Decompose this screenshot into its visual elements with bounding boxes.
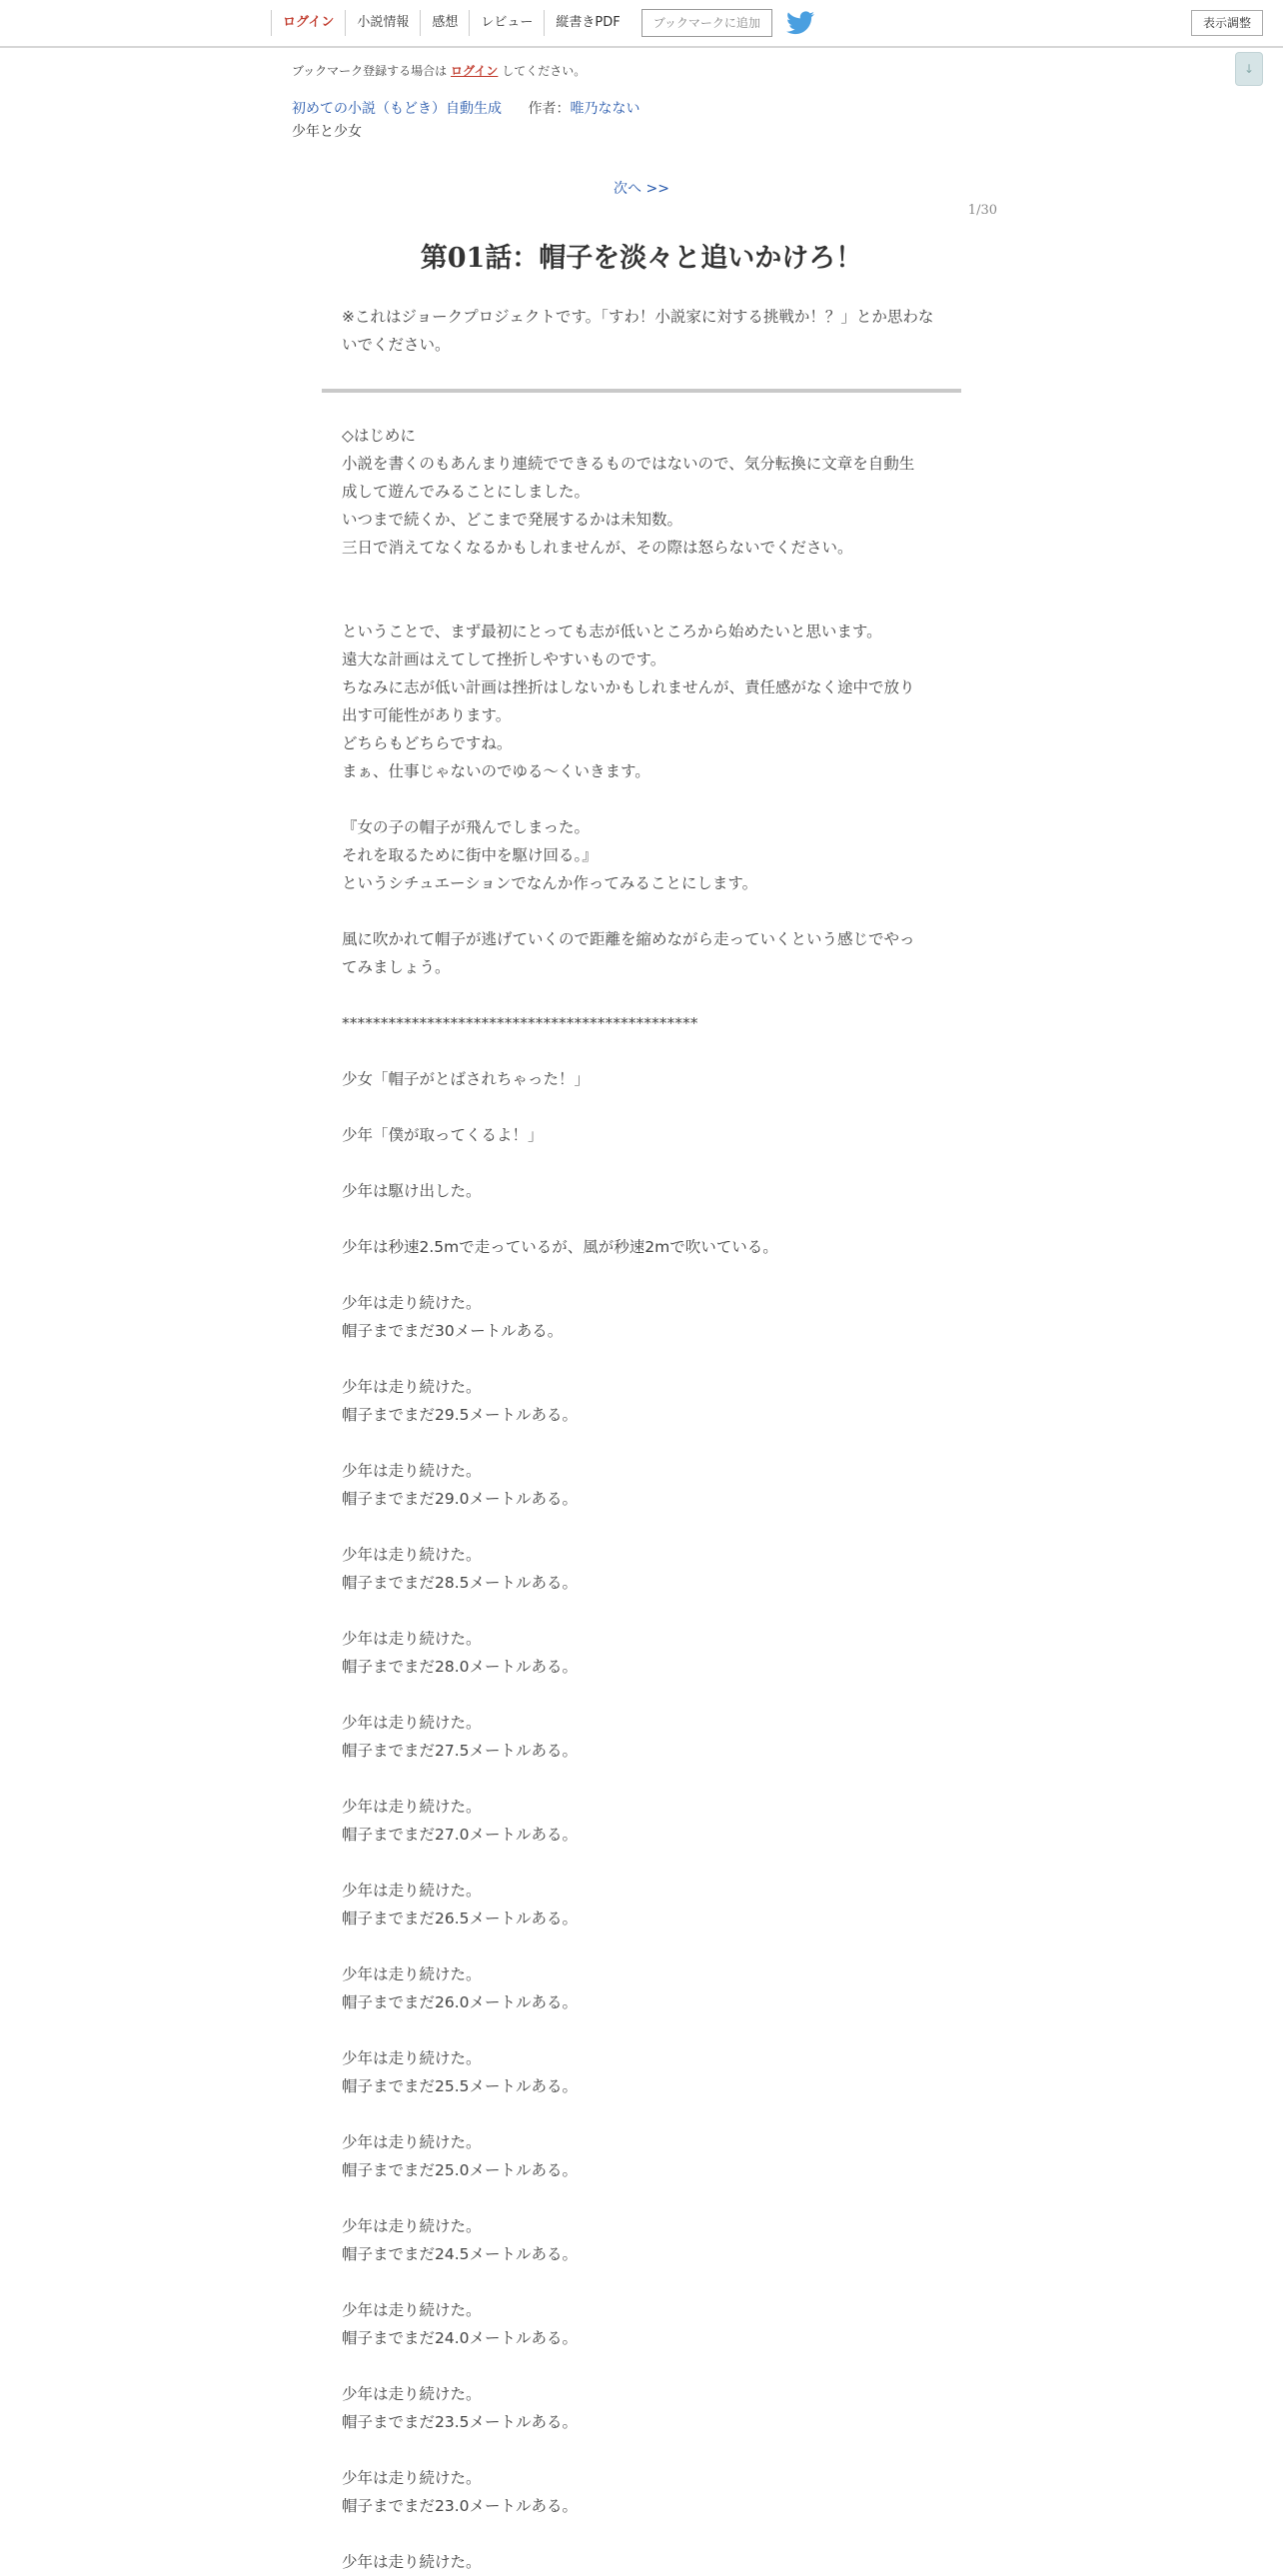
add-bookmark-button[interactable]: ブックマークに追加 xyxy=(642,9,772,37)
review-link[interactable]: レビュー xyxy=(469,10,544,36)
body-line: 少年は走り続けた。 xyxy=(342,1294,482,1312)
body-line xyxy=(342,2268,949,2296)
body-line: 帽子までまだ27.0メートルある。 xyxy=(342,1826,579,1844)
twitter-bird-icon[interactable] xyxy=(786,11,814,35)
body-line xyxy=(342,2184,949,2212)
body-line: 少女「帽子がとばされちゃった！」 xyxy=(342,1070,591,1088)
body-line: 少年は走り続けた。 xyxy=(342,1798,482,1816)
body-line: ちなみに志が低い計画は挫折はしないかもしれませんが、責任感がなく途中で放り xyxy=(342,678,915,696)
body-line: 少年は秒速2.5mで走っているが、風が秒速2mで吹いている。 xyxy=(342,1238,778,1256)
author-label: 作者： xyxy=(528,101,571,117)
novel-subtitle: 少年と少女 xyxy=(292,124,362,140)
body-line xyxy=(342,1429,949,1457)
body-line: 帽子までまだ28.5メートルある。 xyxy=(342,1574,579,1592)
chapter-body xyxy=(342,422,949,2576)
body-line: 帽子までまだ27.5メートルある。 xyxy=(342,1742,579,1760)
body-line xyxy=(342,897,949,925)
body-line xyxy=(342,1849,949,1877)
body-line xyxy=(342,2520,949,2548)
body-line: 少年は走り続けた。 xyxy=(342,1378,482,1396)
body-line: 帽子までまだ24.5メートルある。 xyxy=(342,2245,579,2263)
body-line: まぁ、仕事じゃないのでゆる～くいきます。 xyxy=(342,762,650,780)
body-line: それを取るために街中を駆け回る。』 xyxy=(342,846,598,864)
body-line: 帽子までまだ25.0メートルある。 xyxy=(342,2161,579,2179)
body-line xyxy=(342,1597,949,1625)
body-line xyxy=(342,590,949,618)
vertical-pdf-link[interactable]: 縦書きPDF xyxy=(544,10,631,36)
body-line: 帽子までまだ29.5メートルある。 xyxy=(342,1406,579,1424)
body-line: 小説を書くのもあんまり連続でできるものではないので、気分転換に文章を自動生 xyxy=(342,455,915,473)
body-line: 少年は走り続けた。 xyxy=(342,2217,482,2235)
scroll-down-icon[interactable]: ↓ xyxy=(1235,52,1263,86)
impressions-link[interactable]: 感想 xyxy=(420,10,469,36)
body-line: 少年は走り続けた。 xyxy=(342,1630,482,1648)
bookmark-login-note xyxy=(292,62,586,79)
body-line xyxy=(342,1037,949,1065)
body-line: 少年「僕が取ってくるよ！」 xyxy=(342,1126,544,1144)
body-line: 少年は走り続けた。 xyxy=(342,1546,482,1564)
body-line xyxy=(342,2100,949,2128)
body-line: 少年は走り続けた。 xyxy=(342,1462,482,1480)
login-link[interactable]: ログイン xyxy=(271,10,345,36)
page-counter: 1/30 xyxy=(967,203,997,218)
body-line xyxy=(342,1093,949,1121)
body-line: 帽子までまだ23.0メートルある。 xyxy=(342,2497,579,2515)
body-line: 帽子までまだ28.0メートルある。 xyxy=(342,1658,579,1676)
body-line: てみましょう。 xyxy=(342,958,451,976)
top-nav xyxy=(271,0,814,46)
body-line: 出す可能性があります。 xyxy=(342,706,512,724)
body-line xyxy=(342,981,949,1009)
body-line: 成して遊んでみることにしました。 xyxy=(342,483,591,501)
body-line xyxy=(342,1765,949,1793)
chapter-preface: ※これはジョークプロジェクトです。「すわ！小説家に対する挑戦か！？」とか思わないでください。 xyxy=(342,308,934,354)
body-line: ということで、まず最初にとっても志が低いところから始めたいと思います。 xyxy=(342,623,882,641)
body-line xyxy=(342,1345,949,1373)
body-line: 少年は走り続けた。 xyxy=(342,2049,482,2067)
bookmark-login-link[interactable]: ログイン xyxy=(451,64,499,78)
bookmark-note-after: してください。 xyxy=(502,64,587,78)
series-title-link[interactable]: 初めての小説（もどき）自動生成 xyxy=(292,101,502,117)
body-line: 少年は駆け出した。 xyxy=(342,1182,482,1200)
body-line: 帽子までまだ24.0メートルある。 xyxy=(342,2329,579,2347)
body-line xyxy=(342,785,949,813)
body-line: 少年は走り続けた。 xyxy=(342,2553,482,2571)
body-line: 帽子までまだ23.5メートルある。 xyxy=(342,2413,579,2431)
body-line: 少年は走り続けた。 xyxy=(342,2385,482,2403)
body-line: というシチュエーションでなんか作ってみることにします。 xyxy=(342,874,758,892)
body-line xyxy=(342,2016,949,2044)
preface-divider xyxy=(322,389,961,393)
body-line: どちらもどちらですね。 xyxy=(342,734,513,752)
body-line: ◇はじめに xyxy=(342,427,416,445)
body-line: 帽子までまだ26.5メートルある。 xyxy=(342,1910,579,1928)
body-line xyxy=(342,2352,949,2380)
chapter-title: 第01話：帽子を淡々と追いかけろ！ xyxy=(420,243,863,274)
body-line xyxy=(342,1932,949,1960)
body-line: 帽子までまだ26.0メートルある。 xyxy=(342,1993,579,2011)
body-line: 少年は走り続けた。 xyxy=(342,1965,482,1983)
body-line xyxy=(342,1205,949,1233)
next-page-link[interactable]: 次へ >> xyxy=(614,181,669,197)
body-line: ********************************************** xyxy=(342,1014,698,1032)
body-line: いつまで続くか、どこまで発展するかは未知数。 xyxy=(342,511,683,529)
body-line: 少年は走り続けた。 xyxy=(342,1714,482,1732)
body-line xyxy=(342,2436,949,2464)
body-line: 帽子までまだ29.0メートルある。 xyxy=(342,1490,579,1508)
body-line: 風に吹かれて帽子が逃げていくので距離を縮めながら走っていくという感じでやっ xyxy=(342,930,915,948)
body-line xyxy=(342,562,949,590)
body-line: 少年は走り続けた。 xyxy=(342,2301,482,2319)
body-line xyxy=(342,1149,949,1177)
body-line xyxy=(342,1261,949,1289)
bookmark-note-before: ブックマーク登録する場合は xyxy=(292,64,448,78)
header-bar xyxy=(0,0,1283,48)
body-line: 遠大な計画はえてして挫折しやすいものです。 xyxy=(342,650,666,668)
body-line xyxy=(342,1681,949,1709)
body-line xyxy=(342,1513,949,1541)
body-line: 少年は走り続けた。 xyxy=(342,2133,482,2151)
novel-info-link[interactable]: 小説情報 xyxy=(345,10,420,36)
body-line: 三日で消えてなくなるかもしれませんが、その際は怒らないでください。 xyxy=(342,539,853,557)
body-line: 少年は走り続けた。 xyxy=(342,2469,482,2487)
body-line: 帽子までまだ25.5メートルある。 xyxy=(342,2077,579,2095)
body-line: 『女の子の帽子が飛んでしまった。 xyxy=(342,818,591,836)
display-settings-button[interactable]: 表示調整 xyxy=(1191,10,1263,36)
series-info xyxy=(292,98,640,118)
body-line: 少年は走り続けた。 xyxy=(342,1882,482,1900)
body-line: 帽子までまだ30メートルある。 xyxy=(342,1322,564,1340)
author-link[interactable]: 唯乃なない xyxy=(570,101,641,117)
